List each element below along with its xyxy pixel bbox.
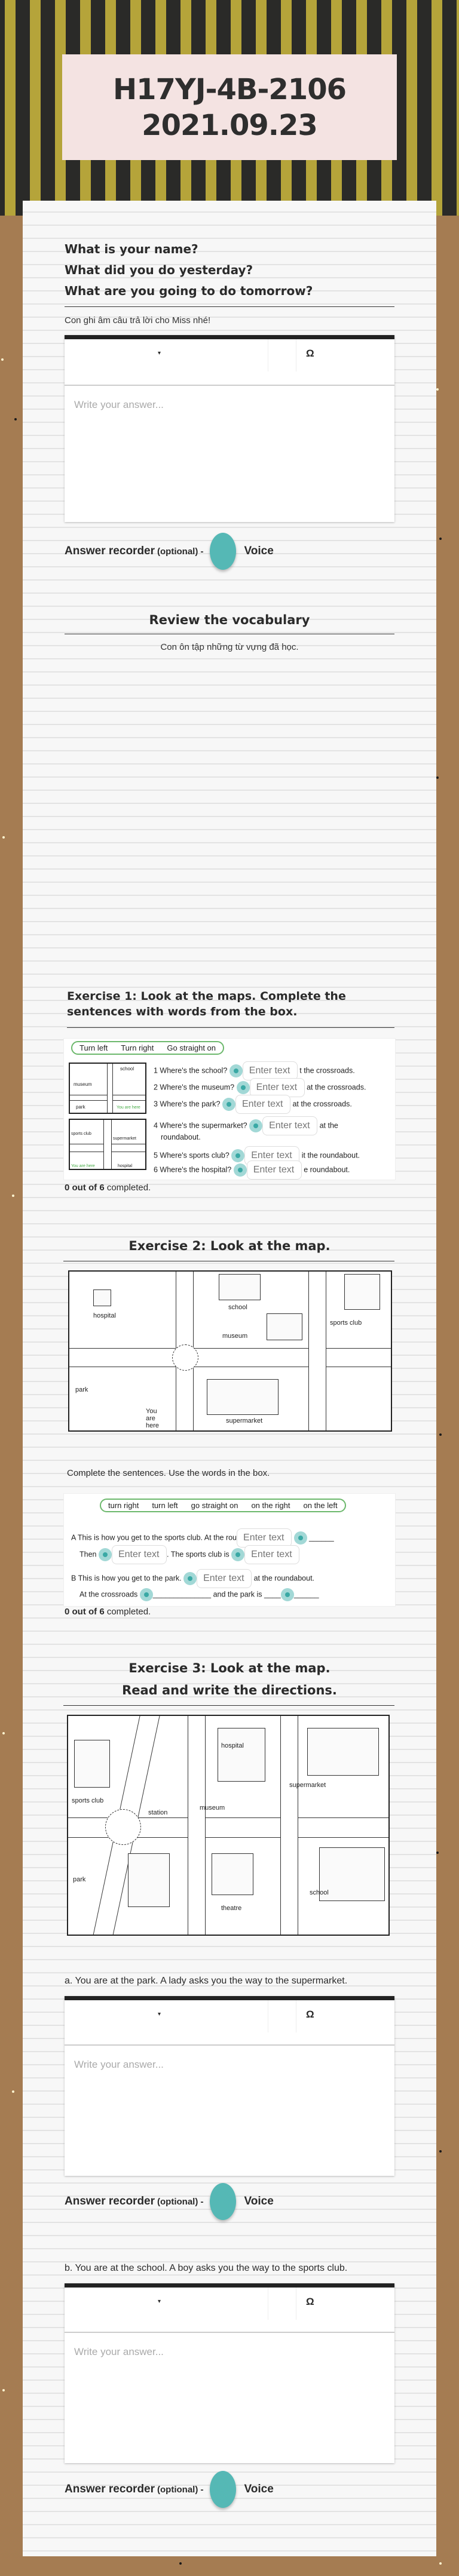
hotspot-icon[interactable] <box>249 1119 262 1132</box>
exercise2-progress <box>65 1607 151 1617</box>
exercise3-map <box>67 1715 390 1936</box>
completed-count: 0 out of 6 <box>65 1607 105 1617</box>
exercise2-instruction: Complete the sentences. Use the words in the box. <box>67 1468 270 1478</box>
editor-toolbar <box>65 339 394 386</box>
special-character-icon[interactable]: Ω <box>306 348 314 359</box>
hotspot-icon[interactable] <box>234 1163 247 1177</box>
dropdown-icon[interactable]: ▾ <box>158 350 161 357</box>
map-label: You are here <box>117 1106 140 1110</box>
completed-suffix: completed. <box>104 1183 151 1193</box>
board-speck <box>12 2090 14 2093</box>
record-button[interactable] <box>210 2471 236 2508</box>
exercise2-worksheet <box>63 1493 396 1607</box>
word: go straight on <box>191 1501 238 1510</box>
sentence-text: A This is how you get to the sports club. At the rou <box>71 1533 237 1542</box>
sentence-text: 6 Where's the hospital? <box>154 1165 232 1174</box>
answer-input[interactable] <box>244 1545 299 1564</box>
recorder-optional: (optional) - <box>157 2484 204 2495</box>
board-speck <box>2 1732 5 1734</box>
exercise2-sentence-b <box>71 1569 314 1588</box>
map-label: school <box>310 1889 329 1896</box>
sentence-text: 4 Where's the supermarket? <box>154 1121 247 1130</box>
answer-textarea[interactable] <box>65 2333 394 2463</box>
board-speck <box>12 1195 14 1197</box>
sentence-end: at the crossroads. <box>307 1083 366 1092</box>
answer-recorder <box>65 2471 274 2508</box>
intro-questions <box>65 239 313 302</box>
voice-label: Voice <box>244 2195 274 2207</box>
map-label: hospital <box>118 1164 133 1168</box>
sentence-text: and the park is <box>213 1590 262 1599</box>
map-label: museum <box>222 1332 248 1340</box>
map-label: park <box>76 1104 85 1110</box>
hotspot-icon[interactable] <box>230 1064 243 1077</box>
recorder-label: Answer recorder <box>65 2483 155 2495</box>
record-button[interactable] <box>210 2183 236 2220</box>
page-title-banner <box>62 54 397 160</box>
map-label: sports club <box>330 1319 362 1327</box>
board-speck <box>439 2562 442 2565</box>
sentence-text: 3 Where's the park? <box>154 1100 221 1109</box>
sentence-text: Then <box>79 1550 97 1559</box>
map-label: museum <box>74 1082 92 1087</box>
exercise1-title: Exercise 1: Look at the maps. Complete the sentences with words from the box. <box>67 990 346 1018</box>
sentence-continuation: roundabout. <box>161 1133 201 1141</box>
task-b: b. You are at the school. A boy asks you the way to the sports club. <box>65 2263 348 2273</box>
map-label: sports club <box>71 1132 91 1136</box>
hotspot-icon[interactable] <box>294 1531 307 1545</box>
sentence-end: t the crossroads. <box>299 1066 355 1075</box>
board-speck <box>436 1852 439 1854</box>
crossroads-map <box>69 1063 146 1114</box>
word-box <box>100 1499 346 1512</box>
roundabout-map <box>69 1119 146 1170</box>
dropdown-icon[interactable]: ▾ <box>158 2011 161 2018</box>
divider <box>67 1027 394 1028</box>
board-speck <box>439 538 442 540</box>
exercise2-sentence-b2: At the crossroads ______________ and the park is ____ ______ <box>79 1588 319 1601</box>
answer-editor <box>65 2283 394 2463</box>
sentence-end: e roundabout. <box>304 1165 350 1174</box>
map-label: sports club <box>72 1797 104 1804</box>
map-label: theatre <box>221 1905 242 1912</box>
answer-textarea[interactable] <box>65 386 394 522</box>
hotspot-icon[interactable] <box>140 1588 153 1601</box>
record-button[interactable] <box>210 533 236 570</box>
board-speck <box>14 418 17 420</box>
word-box <box>71 1041 224 1055</box>
hotspot-icon[interactable] <box>183 1572 197 1585</box>
word: Turn right <box>121 1043 154 1052</box>
sentence-text: 1 Where's the school? <box>154 1066 228 1075</box>
recorder-label: Answer recorder <box>65 545 155 557</box>
sentence-end: at the crossroads. <box>292 1100 352 1109</box>
map-label: hospital <box>93 1312 116 1319</box>
hotspot-icon[interactable] <box>281 1588 294 1601</box>
hotspot-icon[interactable] <box>222 1098 235 1111</box>
completed-count: 0 out of 6 <box>65 1183 105 1193</box>
answer-input[interactable] <box>262 1116 317 1135</box>
intro-caption: Con ghi âm câu trả lời cho Miss nhé! <box>65 315 211 326</box>
exercise2-sentence-a: A This is how you get to the sports club. At the rouEnter text ______ <box>71 1528 334 1548</box>
board-speck <box>179 2562 182 2565</box>
hotspot-icon[interactable] <box>237 1081 250 1094</box>
word: Go straight on <box>167 1043 216 1052</box>
exercise1-sentence <box>154 1160 350 1180</box>
word: on the right <box>251 1501 290 1510</box>
exercise2-sentence-a2 <box>79 1545 299 1564</box>
exercise1-sentence <box>154 1095 352 1114</box>
map-label: hospital <box>221 1742 244 1749</box>
sentence-text: . The sports club is <box>166 1550 230 1559</box>
answer-recorder <box>65 2183 274 2220</box>
exercise2-title: Exercise 2: Look at the map. <box>128 1239 331 1253</box>
map-label: school <box>228 1304 247 1311</box>
answer-editor <box>65 1996 394 2176</box>
answer-input[interactable] <box>197 1569 252 1588</box>
map-label: school <box>120 1066 134 1071</box>
map-label: station <box>148 1809 168 1816</box>
exercise3-subtitle: Read and write the directions. <box>122 1683 337 1697</box>
board-speck <box>436 776 439 779</box>
sentence-text: B This is how you get to the park. <box>71 1574 182 1583</box>
sentence-end: at the <box>319 1121 338 1130</box>
exercise1-progress <box>65 1183 151 1193</box>
recorder-label: Answer recorder <box>65 2195 155 2207</box>
recorder-optional: (optional) - <box>157 546 204 557</box>
map-label: supermarket <box>113 1137 136 1141</box>
board-speck <box>439 1433 442 1436</box>
question: What is your name? <box>65 242 198 256</box>
question: What are you going to do tomorrow? <box>65 284 313 298</box>
voice-label: Voice <box>244 545 274 557</box>
answer-input[interactable] <box>247 1160 302 1180</box>
divider <box>63 1705 394 1706</box>
word: Turn left <box>79 1043 108 1052</box>
answer-textarea[interactable] <box>65 2046 394 2176</box>
word: turn right <box>108 1501 139 1510</box>
map-label: museum <box>200 1804 225 1812</box>
sentence-text: 5 Where's sports club? <box>154 1151 230 1160</box>
map-label: supermarket <box>289 1782 326 1789</box>
word: turn left <box>152 1501 178 1510</box>
hotspot-icon[interactable] <box>99 1548 112 1561</box>
word: on the left <box>303 1501 338 1510</box>
map-label: supermarket <box>226 1417 263 1424</box>
answer-recorder <box>65 533 274 570</box>
vocab-caption: Con ôn tập những từ vựng đã học. <box>160 642 299 652</box>
map-label: park <box>73 1876 86 1883</box>
sentence-end: it the roundabout. <box>301 1151 360 1160</box>
completed-suffix: completed. <box>104 1607 151 1617</box>
voice-label: Voice <box>244 2483 274 2495</box>
board-speck <box>436 388 439 391</box>
dropdown-icon[interactable]: ▾ <box>158 2298 161 2305</box>
board-speck <box>2 836 5 839</box>
special-character-icon[interactable]: Ω <box>306 2009 314 2020</box>
task-a: a. You are at the park. A lady asks you the way to the supermarket. <box>65 1976 348 1986</box>
board-speck <box>439 2150 442 2153</box>
page-date: 2021.09.23 <box>142 108 317 142</box>
board-speck <box>2 2389 5 2391</box>
map-label: You are here <box>146 1408 160 1429</box>
answer-input[interactable] <box>112 1545 167 1564</box>
editor-toolbar <box>65 2288 394 2333</box>
exercise1-worksheet <box>63 1038 396 1180</box>
exercise3-title: Exercise 3: Look at the map. <box>128 1661 331 1675</box>
sentence-text: at the roundabout. <box>253 1574 315 1583</box>
sentence-text: At the crossroads <box>79 1590 138 1599</box>
hotspot-icon[interactable] <box>231 1548 244 1561</box>
editor-toolbar <box>65 2000 394 2046</box>
map-label: park <box>75 1386 88 1393</box>
map-label: You are here <box>71 1164 95 1168</box>
question: What did you do yesterday? <box>65 263 253 277</box>
vocab-title: Review the vocabulary <box>149 613 310 627</box>
recorder-optional: (optional) - <box>157 2196 204 2207</box>
special-character-icon[interactable]: Ω <box>306 2296 314 2307</box>
answer-editor <box>65 335 394 522</box>
page-title: H17YJ-4B-2106 <box>112 72 346 106</box>
answer-input[interactable] <box>235 1095 290 1114</box>
exercise2-map <box>68 1270 392 1432</box>
divider <box>65 306 394 307</box>
sentence-text: 2 Where's the museum? <box>154 1083 235 1092</box>
board-speck <box>1 358 4 361</box>
